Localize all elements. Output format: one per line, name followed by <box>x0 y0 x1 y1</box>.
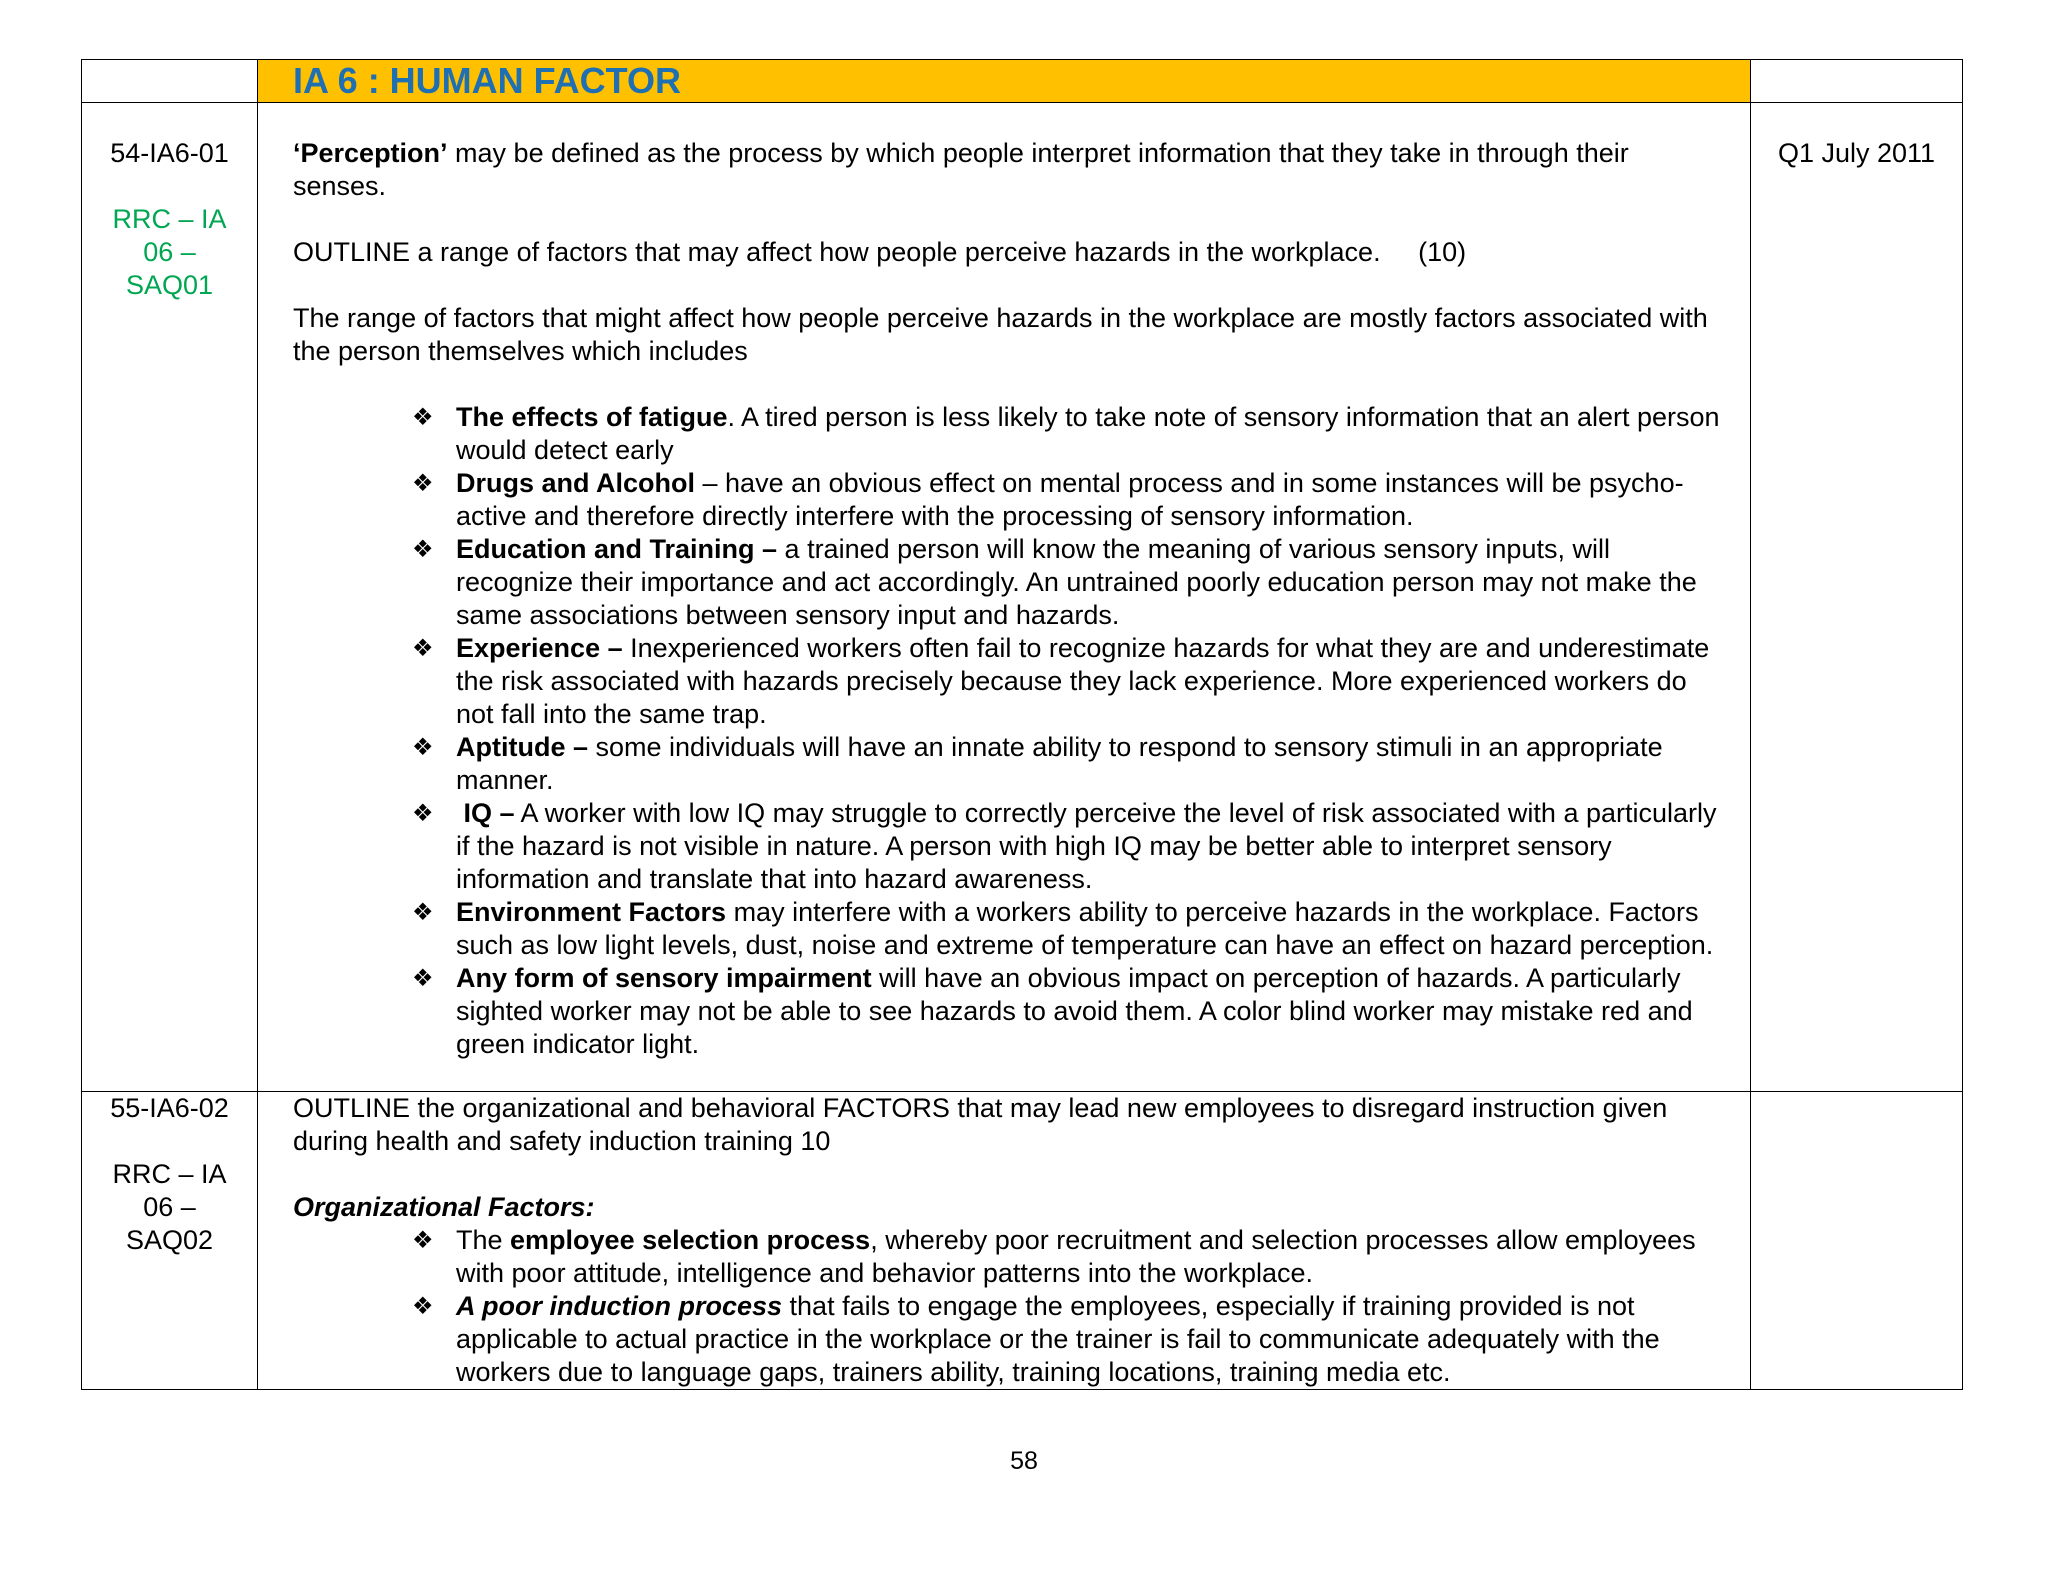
question-id-cell <box>82 1092 258 1390</box>
factor-name: A poor induction process <box>456 1291 783 1321</box>
factor-text: that fails to engage the employees, especially if training provided is not applicable to actual practice in the workplace or the trainer is fail to communicate adequately with the workers due to language gaps, trainers ability, training locations, training media etc. <box>456 1291 1660 1387</box>
document-table <box>81 59 1963 1390</box>
factor-name: employee selection process <box>510 1225 871 1255</box>
factor-name: Drugs and Alcohol <box>456 468 696 498</box>
factor-name: Environment Factors <box>456 897 727 927</box>
factor-name: Any form of sensory impairment <box>456 963 872 993</box>
list-item <box>412 467 1720 533</box>
list-item <box>412 896 1720 962</box>
factor-name: IQ – <box>456 798 515 828</box>
list-item <box>412 533 1720 632</box>
bullet-icon: ❖ <box>412 734 434 761</box>
bullet-icon: ❖ <box>412 899 434 926</box>
exam-date <box>1751 1092 1963 1390</box>
factor-text: some individuals will have an innate ability to respond to sensory stimuli in an appropriate manner. <box>456 732 1663 795</box>
section-header: IA 6 : HUMAN FACTOR <box>258 60 1751 103</box>
section-header-row <box>82 60 1963 103</box>
list-item <box>412 797 1720 896</box>
answer-intro: The range of factors that might affect how people perceive hazards in the workplace are mostly factors associated with the person themselves which includes <box>293 303 1708 366</box>
list-item <box>412 1290 1720 1389</box>
bullet-icon: ❖ <box>412 470 434 497</box>
bullet-icon: ❖ <box>412 635 434 662</box>
rrc-ref-line: RRC – IA <box>112 1159 227 1189</box>
bullet-icon: ❖ <box>412 536 434 563</box>
factor-text: Inexperienced workers often fail to recognize hazards for what they are and underestimate the risk associated with hazards precisely because they lack experience. More experienced workers do not fall into the same trap. <box>456 633 1710 729</box>
exam-date: Q1 July 2011 <box>1751 103 1963 1092</box>
page-number: 58 <box>1010 1447 1038 1475</box>
header-empty-right <box>1751 60 1963 103</box>
rrc-ref-line: RRC – IA <box>112 204 227 234</box>
question-code: 55-IA6-02 <box>110 1093 229 1123</box>
list-item <box>412 401 1720 467</box>
question-content <box>258 103 1751 1092</box>
subheading <box>293 1191 1720 1224</box>
factor-name: Education and Training – <box>456 534 778 564</box>
factor-text: . A tired person is less likely to take note of sensory information that an alert person would detect early <box>456 402 1720 465</box>
header-empty-left <box>82 60 258 103</box>
factor-text: A worker with low IQ may struggle to correctly perceive the level of risk associated with a particularly if the hazard is not visible in nature. A person with high IQ may be better able to interpret sensory information and translate that into hazard awareness. <box>456 798 1717 894</box>
rrc-ref-line: SAQ02 <box>125 1225 214 1255</box>
question-content <box>258 1092 1751 1390</box>
factor-name: Experience – <box>456 633 623 663</box>
list-item <box>412 731 1720 797</box>
list-item <box>412 632 1720 731</box>
rrc-ref-line: 06 – <box>143 1192 196 1222</box>
list-item <box>412 962 1720 1061</box>
factor-text: may interfere with a workers ability to perceive hazards in the workplace. Factors such as low light levels, dust, noise and extreme of temperature can have an effect on hazard perception. <box>456 897 1714 960</box>
bullet-icon: ❖ <box>412 800 434 827</box>
list-item <box>412 1224 1720 1290</box>
bullet-icon: ❖ <box>412 404 434 431</box>
factor-prefix: The <box>456 1225 511 1255</box>
factor-name: The effects of fatigue <box>456 402 728 432</box>
intro-text: may be defined as the process by which people interpret information that they take in through their senses. <box>293 138 1629 201</box>
factor-name: Aptitude – <box>456 732 588 762</box>
rrc-ref-line: 06 – <box>143 237 196 267</box>
factor-text: a trained person will know the meaning of various sensory inputs, will recognize their importance and act accordingly. An untrained poorly education person may not make the same associations between sensory input and hazards. <box>456 534 1697 630</box>
rrc-ref-line: SAQ01 <box>125 270 214 300</box>
factor-list <box>293 1224 1720 1389</box>
intro-paragraph <box>293 137 1720 203</box>
factor-text: will have an obvious impact on perception of hazards. A particularly sighted worker may not be able to see hazards to avoid them. A color blind worker may mistake red and green indicator light. <box>456 963 1693 1059</box>
bullet-icon: ❖ <box>412 1227 434 1254</box>
bullet-icon: ❖ <box>412 965 434 992</box>
question-text: OUTLINE a range of factors that may affect how people perceive hazards in the workplace. (10) <box>293 237 1467 267</box>
intro-term: ‘Perception’ <box>293 138 448 168</box>
factor-text: – have an obvious effect on mental process and in some instances will be psycho-active and therefore directly interfere with the processing of sensory information. <box>456 468 1684 531</box>
bullet-icon: ❖ <box>412 1293 434 1320</box>
question-id-cell <box>82 103 258 1092</box>
factor-list <box>293 401 1720 1061</box>
question-row-1 <box>82 103 1963 1092</box>
question-row-2 <box>82 1092 1963 1390</box>
question-text: OUTLINE the organizational and behavioral FACTORS that may lead new employees to disregard instruction given during health and safety induction training 10 <box>293 1093 1668 1156</box>
factor-text: , whereby poor recruitment and selection processes allow employees with poor attitude, intelligence and behavior patterns into the workplace. <box>456 1225 1696 1288</box>
question-code: 54-IA6-01 <box>110 138 229 168</box>
subheading-text: Organizational Factors: <box>293 1192 595 1222</box>
